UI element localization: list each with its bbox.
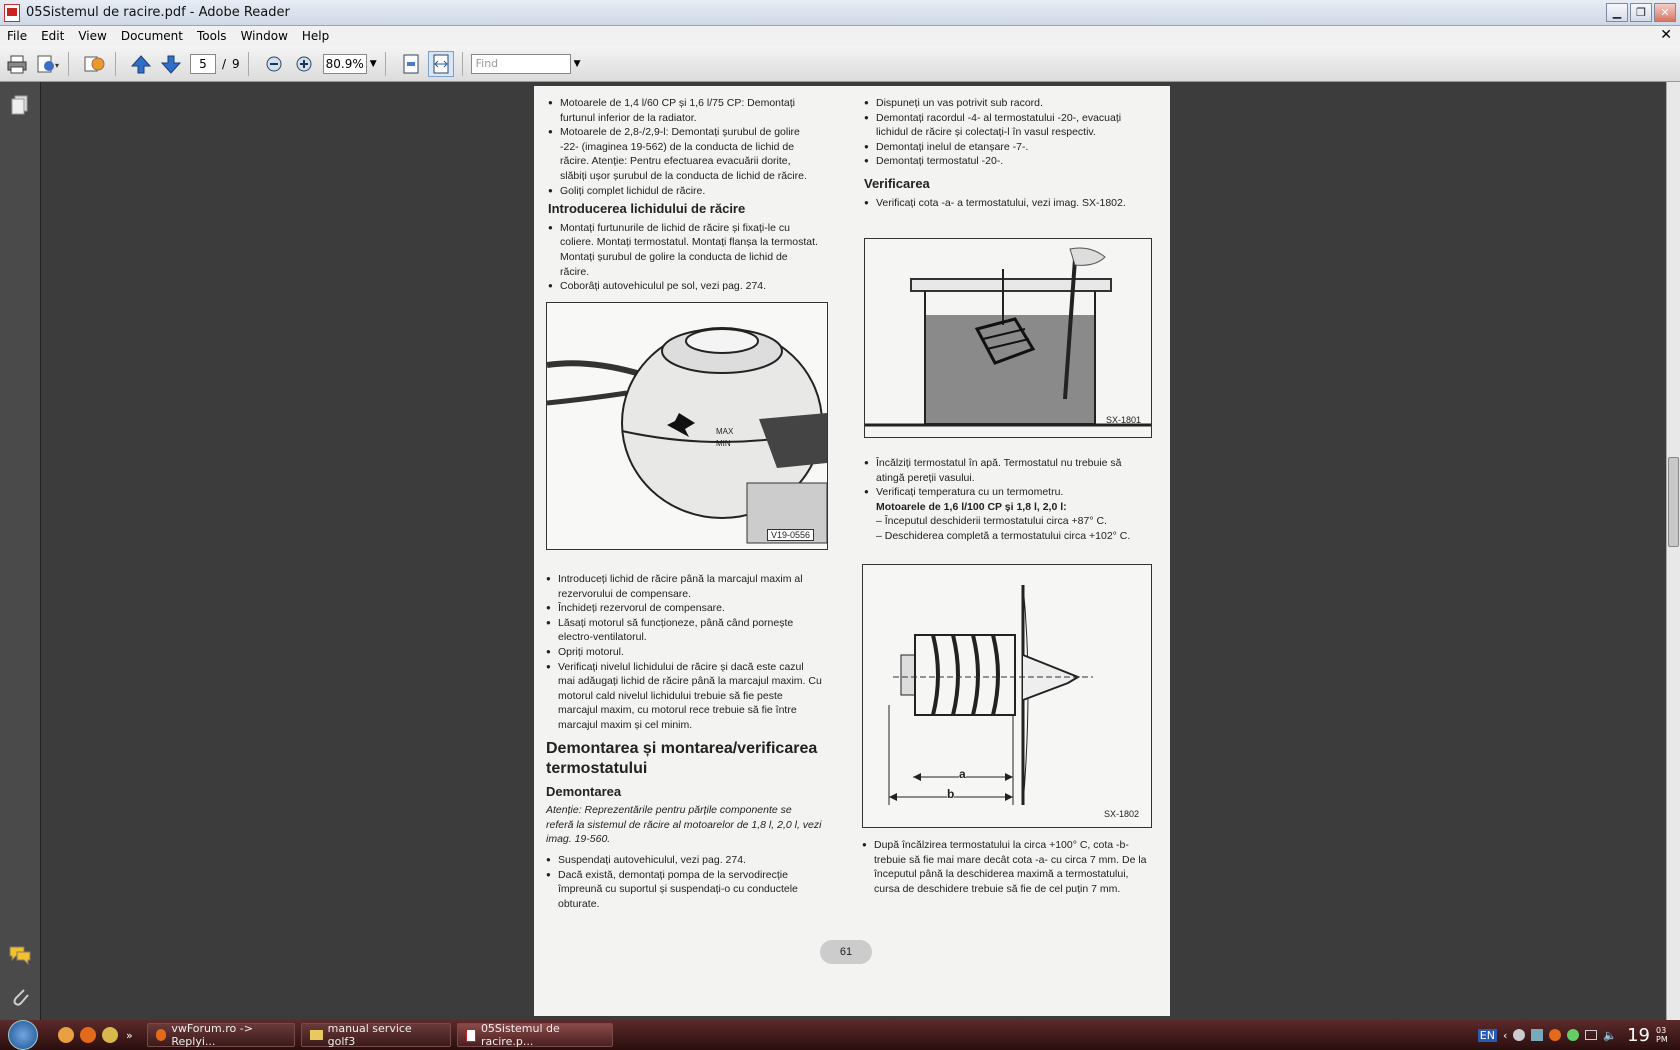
toolbar-divider: [68, 52, 69, 76]
taskbar-item-label: vwForum.ro -> Replyi...: [171, 1022, 253, 1048]
language-indicator[interactable]: EN: [1479, 1028, 1495, 1042]
list-item: ● Suspendați autovehiculul, vezi pag. 274.: [546, 853, 822, 868]
menu-document[interactable]: Document: [120, 29, 183, 43]
menu-window[interactable]: Window: [240, 29, 288, 43]
tray-app-icon[interactable]: [1513, 1029, 1525, 1041]
fit-width-icon[interactable]: [428, 51, 454, 77]
section-heading: Demontarea și montarea/verificarea termostatului: [546, 739, 818, 777]
list-item: ● Opriți motorul.: [546, 645, 822, 660]
left-column: [548, 96, 818, 294]
system-tray: [1470, 1020, 1680, 1050]
max-mark-label: MAX: [716, 427, 734, 436]
list-item: ● Demontați inelul de etanșare -7-.: [864, 140, 1150, 155]
zoom-in-icon[interactable]: [291, 51, 317, 77]
bullet-list: [548, 221, 818, 294]
note-text: Atenție: Reprezentările pentru părțile componente se referă la sistemul de răcire al motoarelor de 1,8 l, 2,0 l, vezi imag. 19-560.: [546, 804, 822, 846]
volume-icon[interactable]: 🔈: [1603, 1028, 1618, 1042]
bullet-list: [864, 96, 1150, 169]
zoom-out-icon[interactable]: [261, 51, 287, 77]
start-button[interactable]: [8, 1020, 38, 1050]
page-separator: /: [222, 56, 227, 71]
page-total: 9: [232, 56, 240, 71]
bullet-list: [548, 96, 818, 198]
taskbar-item-forum[interactable]: [147, 1023, 295, 1047]
close-button[interactable]: ✕: [1654, 3, 1676, 22]
page-number: 61: [820, 940, 872, 964]
toolbar: [0, 46, 1680, 82]
document-close-icon[interactable]: ✕: [1660, 27, 1672, 43]
thermostat-drawing: [863, 565, 1151, 827]
dimension-a-label: a: [959, 767, 966, 781]
minimize-button[interactable]: ▁: [1606, 3, 1628, 22]
list-item: ● Verificați nivelul lichidului de răcire și dacă este cazul mai adăugați lichid de răcire până la marcajul maxim. Cu motorul cald nivelul lichidului trebuie să fie peste marcajul maxim, cu motorul rece trebuie să fie între marcajul maxim și cel minim.: [546, 660, 822, 733]
bullet-list: [862, 838, 1150, 896]
bullet-list: [864, 456, 1150, 500]
list-item: ● Goliți complet lichidul de răcire.: [548, 184, 818, 199]
list-item: ● Introduceți lichid de răcire până la marcajul maxim al rezervorului de compensare.: [546, 572, 822, 601]
scrollbar-thumb[interactable]: [1668, 457, 1679, 547]
folder-icon: [310, 1030, 323, 1040]
attachments-icon[interactable]: [10, 985, 30, 1010]
section-heading: Introducerea lichidului de răcire: [548, 201, 746, 217]
comments-icon[interactable]: [8, 944, 32, 969]
list-item: ● Demontați racordul -4- al termostatului -20-, evacuați lichidul de răcire și colectați-l în vasul respectiv.: [864, 111, 1150, 140]
title-bar: [0, 0, 1680, 26]
quicklaunch-expand-icon[interactable]: »: [126, 1028, 133, 1042]
navigation-pane: [0, 82, 41, 1020]
expansion-tank-figure: [546, 302, 828, 550]
list-item: ● Verificați cota -a- a termostatului, vezi imag. SX-1802.: [864, 196, 1150, 211]
pdf-page: [534, 86, 1170, 1016]
right-column-lower: [862, 838, 1150, 896]
collaborate-icon[interactable]: [81, 51, 107, 77]
find-dropdown-icon[interactable]: ▼: [573, 58, 581, 69]
firefox-icon[interactable]: [80, 1027, 96, 1043]
window-title: 05Sistemul de racire.pdf - Adobe Reader: [26, 5, 290, 20]
taskbar: [0, 1020, 1680, 1050]
taskbar-item-label: 05Sistemul de racire.p...: [480, 1022, 560, 1048]
toolbar-divider: [248, 52, 249, 76]
network-icon[interactable]: [1531, 1029, 1543, 1041]
toolbar-divider: [115, 52, 116, 76]
bullet-list: [546, 853, 822, 911]
list-item: ● După încălzirea termostatului la circa +100° C, cota -b- trebuie să fie mai mare decât cota -a- cu circa 7 mm. De la începutul până la deschiderea maximă a termostatului, cursa de deschidere trebuie să fie de cel puțin 7 mm.: [862, 838, 1150, 896]
bullet-list: [546, 572, 822, 733]
list-item: ● Motoarele de 2,8-/2,9-l: Demontați șurubul de golire -22- (imaginea 19-562) de la conducta de lichid de răcire. Atenție: Pentru efectuarea evacuării dorite, slăbiți ușor șurubul de la conducta de lichid de răcire.: [548, 125, 818, 183]
messenger-icon[interactable]: [58, 1027, 74, 1043]
window-controls: [1606, 3, 1676, 22]
list-item: ● Dacă există, demontați pompa de la servodirecție împreună cu suportul și suspendați-o cu conductele obturate.: [546, 868, 822, 912]
pdf-icon: [466, 1029, 476, 1042]
menu-edit[interactable]: Edit: [41, 29, 65, 43]
section-heading: Verificarea: [864, 175, 930, 191]
figure-label: SX-1802: [1104, 809, 1140, 819]
list-item: ● Dispuneți un vas potrivit sub racord.: [864, 96, 1150, 111]
list-item: ● Verificați temperatura cu un termometru.: [864, 485, 1150, 500]
taskbar-item-folder[interactable]: [301, 1023, 451, 1047]
export-icon[interactable]: [34, 51, 60, 77]
subsection-heading: Demontarea: [546, 783, 622, 799]
tray-app-icon[interactable]: [1549, 1029, 1561, 1041]
adobe-reader-icon: [4, 4, 20, 22]
tray-app-icon[interactable]: [1567, 1029, 1579, 1041]
print-icon[interactable]: [4, 51, 30, 77]
temperature-spec: – Începutul deschiderii termostatului circa +87° C.: [876, 515, 1107, 528]
restore-button[interactable]: ❐: [1630, 3, 1652, 22]
taskbar-item-adobe-reader[interactable]: [457, 1023, 613, 1047]
list-item: ● Coborâți autovehiculul pe sol, vezi pag. 274.: [548, 279, 818, 294]
water-bath-drawing: [865, 239, 1151, 437]
firefox-icon: [156, 1029, 167, 1041]
quicklaunch-icon[interactable]: [102, 1027, 118, 1043]
temperature-spec: – Deschiderea completă a termostatului circa +102° C.: [876, 529, 1131, 542]
find-input[interactable]: Find: [471, 54, 571, 74]
thermostat-test-figure: [864, 238, 1152, 438]
toolbar-divider: [462, 52, 463, 76]
menu-help[interactable]: Help: [301, 29, 330, 43]
right-column-middle: [864, 456, 1150, 544]
list-item: ● Lăsați motorul să funcționeze, până când pornește electro-ventilatorul.: [546, 616, 822, 645]
list-item: ● Încălziți termostatul în apă. Termostatul nu trebuie să atingă pereții vasului.: [864, 456, 1150, 485]
clock-minutes: 03 PM: [1656, 1026, 1668, 1044]
zoom-level-input[interactable]: 80.9%: [323, 54, 367, 74]
zoom-dropdown-icon[interactable]: ▼: [369, 58, 377, 69]
right-column: [864, 96, 1150, 210]
dimension-b-label: b: [947, 787, 955, 801]
clock[interactable]: 19: [1627, 1024, 1650, 1046]
list-item: ● Închideți rezervorul de compensare.: [546, 601, 822, 616]
page-number-input[interactable]: 5: [190, 54, 216, 74]
figure-label: V19-0556: [767, 529, 814, 541]
left-column-lower: [546, 572, 822, 911]
bullet-list: [864, 196, 1150, 211]
toolbar-divider: [385, 52, 386, 76]
menu-bar: [0, 26, 1680, 46]
menu-tools[interactable]: Tools: [197, 29, 227, 43]
list-item: ● Montați furtunurile de lichid de răcire și fixați-le cu coliere. Montați termostatul. Montați flanșa la termostat. Montați șurubul de golire la conducta de lichid de răcire.: [548, 221, 818, 279]
expansion-tank-drawing: [547, 303, 827, 549]
next-page-icon[interactable]: [158, 51, 184, 77]
tray-expand-icon[interactable]: ‹: [1502, 1028, 1508, 1042]
mail-icon[interactable]: [1585, 1030, 1597, 1040]
list-item: ● Motoarele de 1,4 l/60 CP și 1,6 l/75 CP: Demontați furtunul inferior de la radiator.: [548, 96, 818, 125]
menu-file[interactable]: File: [7, 29, 28, 43]
min-mark-label: MIN: [716, 439, 731, 448]
pages-panel-icon[interactable]: [10, 94, 30, 119]
fit-page-icon[interactable]: [398, 51, 424, 77]
taskbar-item-label: manual service golf3: [327, 1022, 412, 1048]
engine-spec-title: Motoarele de 1,6 l/100 CP și 1,8 l, 2,0 l:: [876, 500, 1067, 513]
list-item: ● Demontați termostatul -20-.: [864, 154, 1150, 169]
vertical-scrollbar[interactable]: [1666, 82, 1680, 1020]
previous-page-icon[interactable]: [128, 51, 154, 77]
thermostat-dimension-figure: [862, 564, 1152, 828]
menu-view[interactable]: View: [78, 29, 107, 43]
svg-text:▾: ▾: [55, 60, 59, 70]
figure-label: SX-1801: [1106, 415, 1142, 425]
